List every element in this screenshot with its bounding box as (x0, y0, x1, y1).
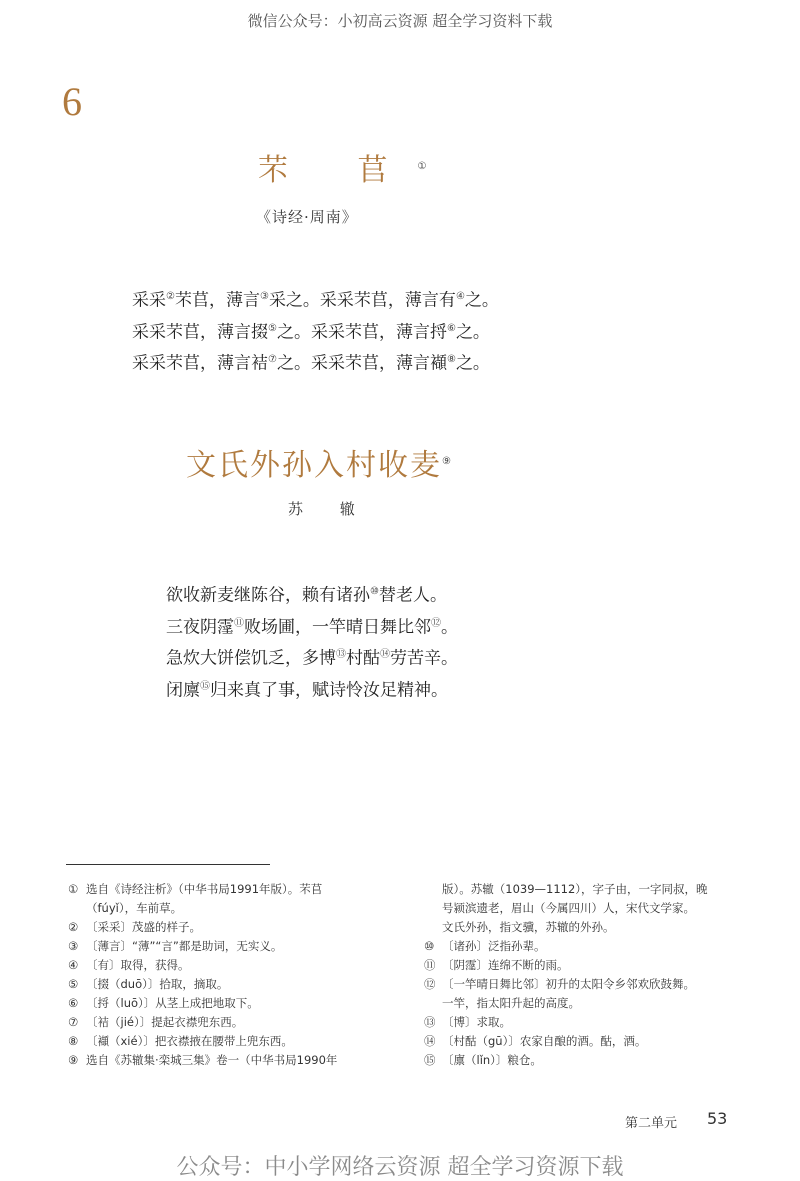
note-ref[interactable]: ⑦ (268, 354, 277, 366)
poem2-line (166, 578, 766, 610)
poem2-line (166, 610, 766, 642)
footnote (68, 1013, 388, 1032)
footnote-text: 〔一竿晴日舞比邻〕初升的太阳令乡邻欢欣鼓舞。 (442, 977, 695, 991)
lesson-number: 6 (62, 79, 82, 124)
note-ref[interactable]: ④ (455, 291, 465, 302)
poem2-title-note[interactable]: ⑨ (442, 456, 451, 467)
poem2-body (166, 578, 766, 705)
footnote-number: ④ (68, 958, 79, 972)
footnotes-right (424, 880, 744, 1070)
poem2-line (166, 641, 766, 673)
footnote (68, 899, 388, 918)
footnote-text: （fúyǐ），车前草。 (86, 901, 183, 915)
footnote (424, 975, 744, 994)
note-ref[interactable]: ⑩ (370, 586, 379, 597)
note-ref[interactable]: ⑤ (268, 322, 277, 334)
footnote (68, 880, 388, 899)
footnote (68, 918, 388, 937)
footnote (68, 956, 388, 975)
poem2-title: 文氏外孙入村收麦 (186, 448, 442, 483)
footnote-text: 选自《诗经注析》（中华书局1991年版）。芣苢 (86, 882, 323, 896)
poem-text: 欲收新麦继陈谷，赖有诸孙 (166, 585, 370, 606)
page-number: 53 (707, 1109, 728, 1128)
footnote-number (424, 880, 442, 899)
footnote-number: ⑦ (68, 1015, 79, 1029)
footnote-number: ③ (68, 939, 79, 953)
poem-text: 替老人。 (378, 585, 447, 606)
footnote-number: ⑧ (68, 1034, 79, 1048)
poem1-title: 芣 苢 (258, 153, 418, 188)
footnote-number: ⑨ (68, 1053, 79, 1067)
note-ref[interactable]: ⑧ (446, 354, 456, 366)
poem-text: 。 (441, 617, 458, 638)
poem-text: 之。 (464, 290, 499, 311)
poem-text: 之。采采芣苢，薄言捋 (276, 322, 447, 343)
note-ref[interactable]: ⑪ (234, 617, 244, 629)
footnote-number: ⑭ (424, 1034, 436, 1048)
note-ref[interactable]: ② (166, 291, 175, 302)
footnote-text: 〔诸孙〕泛指孙辈。 (442, 939, 546, 953)
poem2-title-block (186, 440, 451, 484)
footnote (68, 1032, 388, 1051)
footnote-number: ⑪ (424, 958, 436, 972)
note-ref[interactable]: ⑫ (431, 617, 441, 629)
footnote (424, 1032, 744, 1051)
poem-text: 采采芣苢，薄言袺 (132, 353, 268, 374)
note-ref[interactable]: ③ (259, 291, 269, 302)
footnote-text: 〔襭（xié）〕把衣襟掖在腰带上兜东西。 (86, 1034, 293, 1048)
footnote-text: 文氏外孙，指文骥，苏辙的外孙。 (442, 920, 615, 934)
note-ref[interactable]: ⑭ (380, 649, 390, 661)
footnote-text: 选自《苏辙集·栾城三集》卷一（中华书局1990年 (86, 1053, 338, 1067)
footnote-number (68, 899, 86, 918)
footnote-text: 〔有〕取得，获得。 (86, 958, 190, 972)
poem1-title-block (258, 145, 427, 189)
footnote (424, 937, 744, 956)
poem-text: 三夜阴霪 (166, 617, 234, 638)
poem-text: 败场圃，一竿晴日舞比邻 (244, 617, 431, 638)
footnote-text: 号颍滨遗老，眉山（今属四川）人，宋代文学家。 (442, 901, 695, 915)
poem-text: 采采 (132, 290, 166, 311)
footnote-number: ⑥ (68, 996, 79, 1010)
top-watermark: 微信公众号：小初高云资源 超全学习资料下载 (247, 12, 553, 30)
poem-text: 劳苦辛。 (390, 648, 458, 669)
poem-text: 之。 (455, 322, 490, 343)
poem-text: 采采芣苢，薄言掇 (132, 322, 268, 343)
poem1-body (132, 283, 732, 378)
bottom-watermark: 公众号：中小学网络云资源 超全学习资源下载 (176, 1155, 624, 1180)
footnote-text: 〔阴霪〕连绵不断的雨。 (442, 958, 569, 972)
footnote-text: 〔采采〕茂盛的样子。 (86, 920, 201, 934)
footnote (424, 956, 744, 975)
footnote-number (424, 994, 442, 1013)
footnote-text: 〔村酤（gū）〕农家自酿的酒。酤，酒。 (442, 1034, 647, 1048)
footnote (424, 1051, 744, 1070)
poem-text: 采之。采采芣苢，薄言有 (268, 290, 456, 311)
poem-text: 闭廪 (166, 680, 200, 701)
poem1-source: 《诗经·周南》 (256, 208, 358, 226)
footnotes-left (68, 880, 388, 1070)
poem-text: 归来真了事，赋诗怜汝足精神。 (210, 680, 448, 701)
poem1-line (132, 315, 732, 347)
poem1-line (132, 283, 732, 315)
footnote-number: ⑬ (424, 1015, 436, 1029)
footnote-number: ⑫ (424, 977, 436, 991)
footnote-number (424, 899, 442, 918)
note-ref[interactable]: ⑮ (200, 680, 210, 692)
poem-text: 之。 (455, 353, 490, 374)
poem1-line (132, 346, 732, 378)
footnote (424, 1013, 744, 1032)
footnote (68, 975, 388, 994)
footnote-text: 版）。苏辙（1039—1112），字子由，一字同叔，晚 (442, 882, 708, 896)
footnote-divider (66, 864, 270, 865)
poem2-line (166, 673, 766, 705)
footnote-text: 〔薄言〕“薄”“言”都是助词，无实义。 (86, 939, 283, 953)
footnote-text: 〔博〕求取。 (442, 1015, 511, 1029)
footnote (424, 899, 744, 918)
footnote-number (424, 918, 442, 937)
footnote-text: 一竿，指太阳升起的高度。 (442, 996, 580, 1010)
footnote (424, 994, 744, 1013)
unit-label: 第二单元 (625, 1116, 678, 1131)
footnote-text: 〔捋（luō）〕从茎上成把地取下。 (86, 996, 259, 1010)
footnote-text: 〔廪（lǐn）〕粮仓。 (442, 1053, 542, 1067)
poem-text: 急炊大饼偿饥乏，多博 (166, 648, 336, 669)
footnote (68, 994, 388, 1013)
footnote-number: ⑤ (68, 977, 79, 991)
footnote (68, 1051, 388, 1070)
poem-text: 村酤 (346, 648, 380, 669)
poem1-title-note[interactable]: ① (417, 161, 427, 172)
footnote-number: ⑩ (424, 939, 435, 953)
note-ref[interactable]: ⑬ (336, 649, 346, 661)
footnote (424, 880, 744, 899)
footnote-text: 〔袺（jié）〕提起衣襟兜东西。 (86, 1015, 244, 1029)
footnote (424, 918, 744, 937)
poem-text: 之。采采芣苢，薄言襭 (276, 353, 447, 374)
poem-text: 芣苢，薄言 (174, 290, 260, 311)
footnote (68, 937, 388, 956)
footnote-number: ⑮ (424, 1053, 436, 1067)
note-ref[interactable]: ⑥ (446, 322, 456, 334)
poem2-author: 苏 辙 (288, 500, 371, 518)
footnote-number: ① (68, 882, 79, 896)
footnote-text: 〔掇（duō）〕拾取，摘取。 (86, 977, 229, 991)
footnote-number: ② (68, 920, 79, 934)
